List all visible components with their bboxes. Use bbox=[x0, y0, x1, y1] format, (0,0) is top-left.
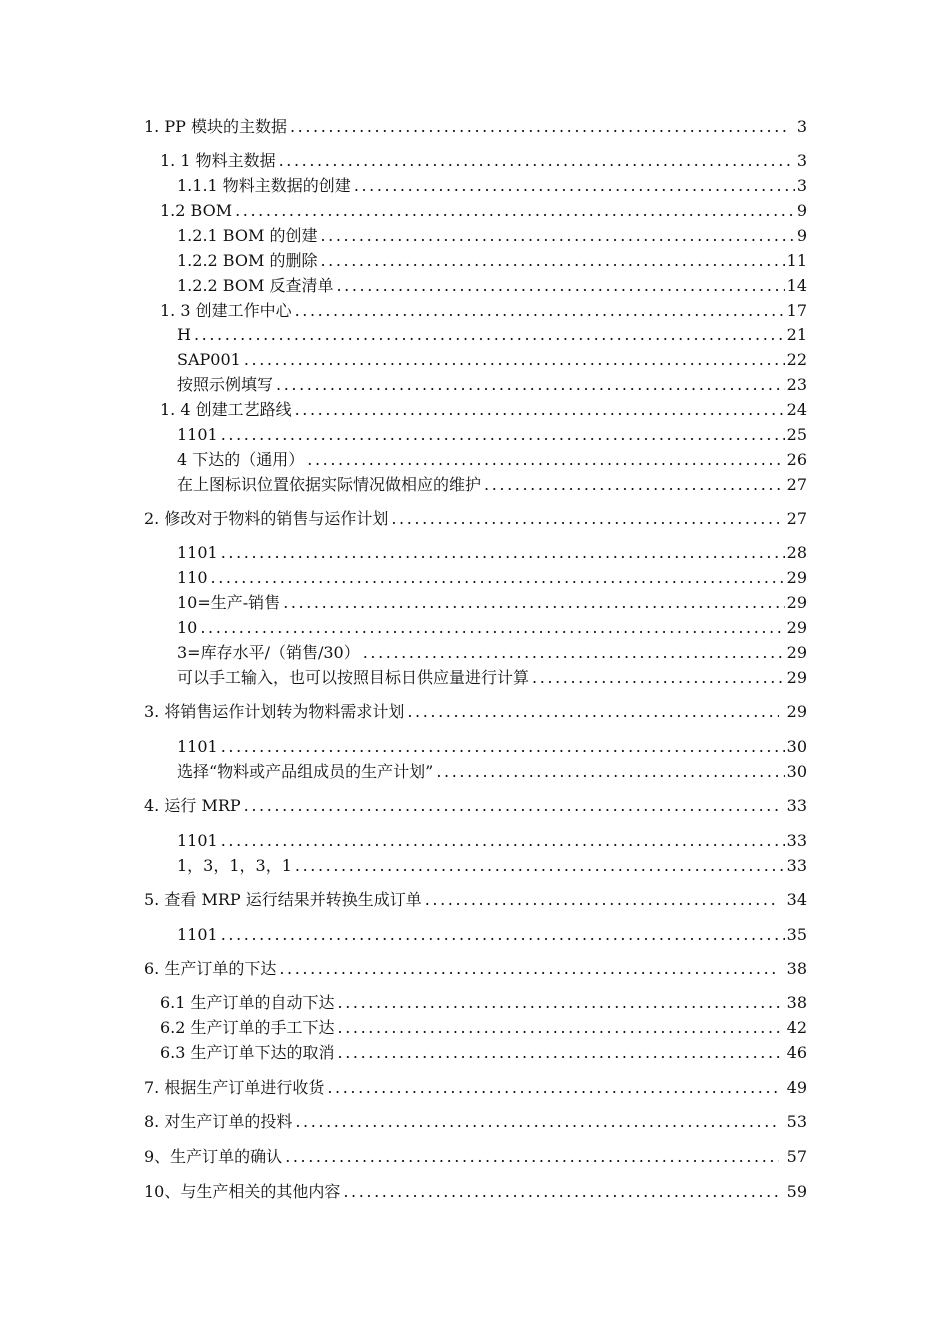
toc-entry-title: 9、生产订单的确认 bbox=[144, 1147, 283, 1166]
dot-leader bbox=[221, 423, 785, 447]
toc-entry-page-number: 33 bbox=[786, 831, 807, 850]
toc-entry[interactable] bbox=[177, 616, 807, 640]
toc-entry-page-number: 3 bbox=[796, 117, 807, 136]
toc-entry-title: 5. 查看 MRP 运行结果并转换生成订单 bbox=[144, 890, 422, 909]
toc-entry-page-number: 57 bbox=[786, 1147, 807, 1166]
dot-leader bbox=[425, 888, 779, 912]
dot-leader bbox=[391, 507, 778, 531]
dot-leader bbox=[532, 666, 785, 690]
toc-entry-page-number: 59 bbox=[786, 1182, 807, 1201]
toc-entry[interactable] bbox=[160, 199, 807, 223]
toc-entry-title: 1. PP 模块的主数据 bbox=[144, 117, 287, 136]
dot-leader bbox=[290, 115, 789, 139]
toc-entry[interactable] bbox=[144, 1180, 807, 1204]
dot-leader bbox=[327, 1076, 778, 1100]
toc-entry-page-number: 25 bbox=[786, 425, 807, 444]
dot-leader bbox=[295, 398, 785, 422]
toc-entry[interactable] bbox=[177, 274, 807, 298]
toc-entry[interactable] bbox=[177, 735, 807, 759]
toc-entry[interactable] bbox=[160, 1041, 807, 1065]
toc-entry-title: 8. 对生产订单的投料 bbox=[144, 1112, 293, 1131]
toc-entry[interactable] bbox=[144, 794, 807, 818]
toc-entry-title: 2. 修改对于物料的销售与运作计划 bbox=[144, 509, 389, 528]
toc-entry-title: 1. 3 创建工作中心 bbox=[160, 301, 292, 320]
dot-leader bbox=[295, 1110, 778, 1134]
toc-entry[interactable] bbox=[160, 299, 807, 323]
dot-leader bbox=[283, 591, 784, 615]
toc-entry[interactable] bbox=[177, 373, 807, 397]
toc-entry-page-number: 22 bbox=[786, 350, 807, 369]
toc-entry[interactable] bbox=[177, 323, 807, 347]
toc-entry-page-number: 21 bbox=[786, 325, 807, 344]
toc-entry-title: 7. 根据生产订单进行收货 bbox=[144, 1078, 325, 1097]
dot-leader bbox=[200, 616, 784, 640]
toc-entry-page-number: 23 bbox=[786, 375, 807, 394]
toc-entry-page-number: 35 bbox=[786, 925, 807, 944]
toc-entry[interactable] bbox=[144, 507, 807, 531]
toc-entry-page-number: 29 bbox=[786, 668, 807, 687]
toc-entry-page-number: 3 bbox=[796, 151, 807, 170]
toc-entry-title: 可以手工输入，也可以按照目标日供应量进行计算 bbox=[177, 668, 530, 687]
toc-entry[interactable] bbox=[177, 591, 807, 615]
toc-entry-title: 1101 bbox=[177, 925, 218, 944]
toc-entry[interactable] bbox=[160, 1016, 807, 1040]
toc-entry-title: 1.2 BOM bbox=[160, 201, 233, 220]
toc-entry-title: 6. 生产订单的下达 bbox=[144, 959, 277, 978]
toc-entry-page-number: 49 bbox=[786, 1078, 807, 1097]
toc-entry[interactable] bbox=[144, 1076, 807, 1100]
toc-entry-title: 1101 bbox=[177, 737, 218, 756]
toc-entry[interactable] bbox=[144, 1145, 807, 1169]
toc-entry-title: 3=库存水平/（销售/30） bbox=[177, 643, 360, 662]
toc-entry-title: 4. 运行 MRP bbox=[144, 796, 241, 815]
toc-entry-page-number: 29 bbox=[786, 568, 807, 587]
toc-entry-title: 按照示例填写 bbox=[177, 375, 274, 394]
toc-entry-title: 1101 bbox=[177, 543, 218, 562]
toc-entry-page-number: 30 bbox=[786, 737, 807, 756]
toc-entry-title: 1.2.2 BOM 反查清单 bbox=[177, 276, 334, 295]
toc-entry-title: 1.2.1 BOM 的创建 bbox=[177, 226, 318, 245]
toc-entry[interactable] bbox=[177, 249, 807, 273]
toc-entry-page-number: 29 bbox=[786, 593, 807, 612]
dot-leader bbox=[244, 348, 785, 372]
toc-entry-page-number: 27 bbox=[786, 475, 807, 494]
toc-entry-page-number: 9 bbox=[796, 201, 807, 220]
toc-entry[interactable] bbox=[177, 923, 807, 947]
toc-entry[interactable] bbox=[144, 957, 807, 981]
toc-entry[interactable] bbox=[160, 149, 807, 173]
dot-leader bbox=[221, 735, 785, 759]
toc-entry-page-number: 3 bbox=[796, 176, 807, 195]
toc-entry[interactable] bbox=[177, 566, 807, 590]
toc-entry-title: 1101 bbox=[177, 831, 218, 850]
toc-entry-title: SAP001 bbox=[177, 350, 241, 369]
dot-leader bbox=[276, 373, 785, 397]
toc-entry-page-number: 11 bbox=[786, 251, 807, 270]
toc-entry-title: 1. 4 创建工艺路线 bbox=[160, 400, 292, 419]
toc-entry-page-number: 33 bbox=[786, 796, 807, 815]
dot-leader bbox=[279, 149, 795, 173]
toc-entry[interactable] bbox=[160, 991, 807, 1015]
dot-leader bbox=[194, 323, 785, 347]
toc-entry-title: H bbox=[177, 325, 191, 344]
toc-entry[interactable] bbox=[177, 641, 807, 665]
toc-entry[interactable] bbox=[144, 1110, 807, 1134]
toc-entry[interactable] bbox=[177, 448, 807, 472]
toc-entry-title: 1，3，1，3，1 bbox=[177, 856, 292, 875]
toc-entry[interactable] bbox=[144, 888, 807, 912]
toc-entry[interactable] bbox=[177, 348, 807, 372]
toc-entry-title: 1.2.2 BOM 的删除 bbox=[177, 251, 318, 270]
dot-leader bbox=[338, 991, 785, 1015]
toc-entry-page-number: 29 bbox=[786, 702, 807, 721]
toc-entry-title: 4 下达的（通用） bbox=[177, 450, 305, 469]
toc-entry-page-number: 34 bbox=[786, 890, 807, 909]
toc-entry-title: 10 bbox=[177, 618, 198, 637]
dot-leader bbox=[295, 854, 785, 878]
dot-leader bbox=[279, 957, 778, 981]
dot-leader bbox=[320, 249, 784, 273]
toc-entry[interactable] bbox=[177, 174, 807, 198]
dot-leader bbox=[338, 1041, 785, 1065]
toc-entry[interactable] bbox=[177, 854, 807, 878]
toc-entry[interactable] bbox=[177, 423, 807, 447]
toc-entry-title: 6.1 生产订单的自动下达 bbox=[160, 993, 335, 1012]
toc-entry[interactable] bbox=[177, 541, 807, 565]
toc-entry-title: 3. 将销售运作计划转为物料需求计划 bbox=[144, 702, 405, 721]
toc-entry[interactable] bbox=[177, 473, 807, 497]
dot-leader bbox=[363, 641, 785, 665]
toc-entry-page-number: 38 bbox=[786, 959, 807, 978]
toc-entry-page-number: 27 bbox=[786, 509, 807, 528]
dot-leader bbox=[436, 760, 784, 784]
toc-entry-title: 110 bbox=[177, 568, 208, 587]
dot-leader bbox=[221, 829, 785, 853]
dot-leader bbox=[338, 1016, 785, 1040]
toc-entry-title: 10、与生产相关的其他内容 bbox=[144, 1182, 341, 1201]
dot-leader bbox=[211, 566, 785, 590]
toc-entry-title: 1. 1 物料主数据 bbox=[160, 151, 276, 170]
toc-entry[interactable] bbox=[177, 829, 807, 853]
dot-leader bbox=[407, 700, 778, 724]
toc-entry-page-number: 33 bbox=[786, 856, 807, 875]
dot-leader bbox=[336, 274, 784, 298]
toc-entry[interactable] bbox=[144, 115, 807, 139]
dot-leader bbox=[307, 448, 784, 472]
toc-entry-page-number: 30 bbox=[786, 762, 807, 781]
toc-entry-page-number: 26 bbox=[786, 450, 807, 469]
toc-entry-page-number: 53 bbox=[786, 1112, 807, 1131]
toc-entry-title: 1101 bbox=[177, 425, 218, 444]
dot-leader bbox=[285, 1145, 778, 1169]
dot-leader bbox=[221, 541, 785, 565]
toc-entry-page-number: 38 bbox=[786, 993, 807, 1012]
toc-entry-page-number: 42 bbox=[786, 1018, 807, 1037]
toc-entry-page-number: 17 bbox=[786, 301, 807, 320]
dot-leader bbox=[295, 299, 785, 323]
toc-entry-page-number: 14 bbox=[786, 276, 807, 295]
dot-leader bbox=[235, 199, 795, 223]
toc-entry[interactable] bbox=[160, 398, 807, 422]
toc-entry-title: 6.2 生产订单的手工下达 bbox=[160, 1018, 335, 1037]
toc-entry-page-number: 9 bbox=[796, 226, 807, 245]
dot-leader bbox=[343, 1180, 778, 1204]
toc-entry-title: 1.1.1 物料主数据的创建 bbox=[177, 176, 351, 195]
toc-entry[interactable] bbox=[177, 760, 807, 784]
toc-entry-title: 选择“物料或产品组成员的生产计划” bbox=[177, 762, 434, 781]
toc-entry-title: 6.3 生产订单下达的取消 bbox=[160, 1043, 335, 1062]
toc-entry-page-number: 24 bbox=[786, 400, 807, 419]
dot-leader bbox=[244, 794, 779, 818]
dot-leader bbox=[221, 923, 785, 947]
toc-entry-page-number: 29 bbox=[786, 618, 807, 637]
dot-leader bbox=[484, 473, 785, 497]
toc-entry-page-number: 28 bbox=[786, 543, 807, 562]
toc-entry-title: 在上图标识位置依据实际情况做相应的维护 bbox=[177, 475, 482, 494]
dot-leader bbox=[320, 224, 794, 248]
toc-entry[interactable] bbox=[177, 666, 807, 690]
toc-entry-page-number: 29 bbox=[786, 643, 807, 662]
toc-entry[interactable] bbox=[144, 700, 807, 724]
toc-entry[interactable] bbox=[177, 224, 807, 248]
dot-leader bbox=[354, 174, 795, 198]
toc-entry-title: 10=生产-销售 bbox=[177, 593, 281, 612]
toc-entry-page-number: 46 bbox=[786, 1043, 807, 1062]
